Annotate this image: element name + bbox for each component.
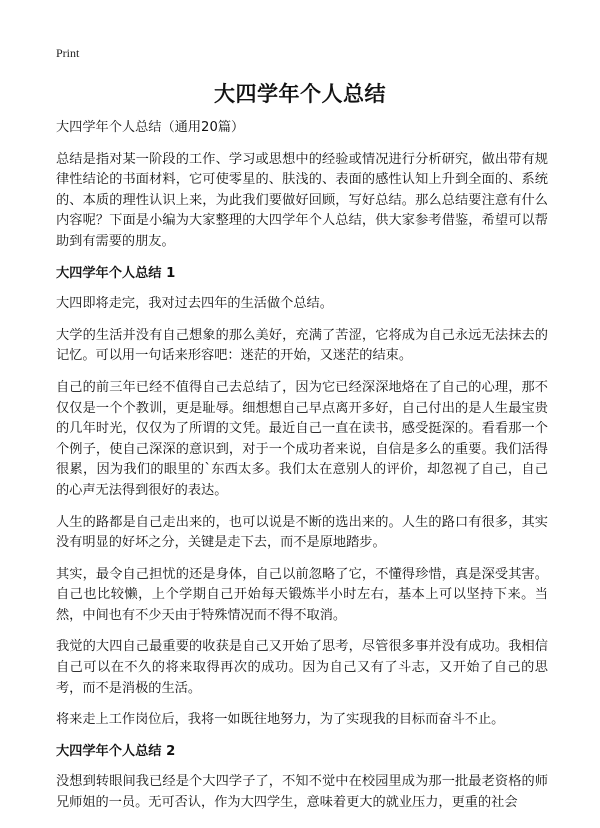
section-heading-2: 大四学年个人总结 2	[56, 743, 176, 759]
section-1-paragraph-1: 大四即将走完，我对过去四年的生活做个总结。	[56, 296, 333, 312]
print-label: Print	[56, 46, 80, 60]
section-heading-1: 大四学年个人总结 1	[56, 265, 176, 281]
document-title: 大四学年个人总结	[214, 82, 386, 106]
section-1-paragraph-3: 自己的前三年已经不值得自己去总结了，因为它已经深深地烙在了自己的心理，那不仅仅是一个个教训，更是耻辱。细想想自己早点离开多好，自己付出的是人生最宝贵的几年时光，仅仅为了所谓的文凭。最近自己一直在读书，感受挺深的。看看那一个个例子，使自己深深的意识到，对于一个成功者来说，自信是多么的重要。我们活得很累，因为我们的眼里的`东西太多。我们太在意别人的评价，却忽视了自己，自己的心声无法得到很好的表达。	[56, 379, 548, 498]
section-1-paragraph-2: 大学的生活并没有自己想象的那么美好，充满了苦涩，它将成为自己永远无法抹去的记忆。可以用一句话来形容吧：迷茫的开始，又迷茫的结束。	[56, 327, 548, 364]
intro-paragraph: 总结是指对某一阶段的工作、学习或思想中的经验或情况进行分析研究，做出带有规律性结论的书面材料，它可使零星的、肤浅的、表面的感性认知上升到全面的、系统的、本质的理性认识上来，为此我们要做好回顾，写好总结。那么总结要注意有什么内容呢？下面是小编为大家整理的大四学年个人总结，供大家参考借鉴，希望可以帮助到有需要的朋友。	[56, 151, 548, 249]
section-1-paragraph-4: 人生的路都是自己走出来的，也可以说是不断的选出来的。人生的路口有很多，其实没有明显的好坏之分，关键是走下去，而不是原地踏步。	[56, 514, 548, 551]
section-1-paragraph-6: 我觉的大四自己最重要的收获是自己又开始了思考，尽管很多事并没有成功。我相信自己可以在不久的将来取得再次的成功。因为自己又有了斗志，又开始了自己的思考，而不是消极的生活。	[56, 639, 548, 696]
section-1-paragraph-7: 将来走上工作岗位后，我将一如既往地努力，为了实现我的目标而奋斗不止。	[56, 712, 505, 728]
subtitle: 大四学年个人总结（通用20篇）	[56, 120, 245, 135]
document-body	[56, 118, 548, 825]
section-1-paragraph-5: 其实，最令自己担忧的还是身体，自己以前忽略了它，不懂得珍惜，真是深受其害。自己也比较懒，上个学期自己开始每天锻炼半小时左右，基本上可以坚持下来。当然，中间也有不少天由于特殊情况而不得不取消。	[56, 566, 548, 623]
section-2-paragraph-1: 没想到转眼间我已经是个大四学子了，不知不觉中在校园里成为那一批最老资格的师兄师姐的一员。无可否认，作为大四学生，意味着更大的就业压力，更重的社会	[56, 774, 548, 811]
